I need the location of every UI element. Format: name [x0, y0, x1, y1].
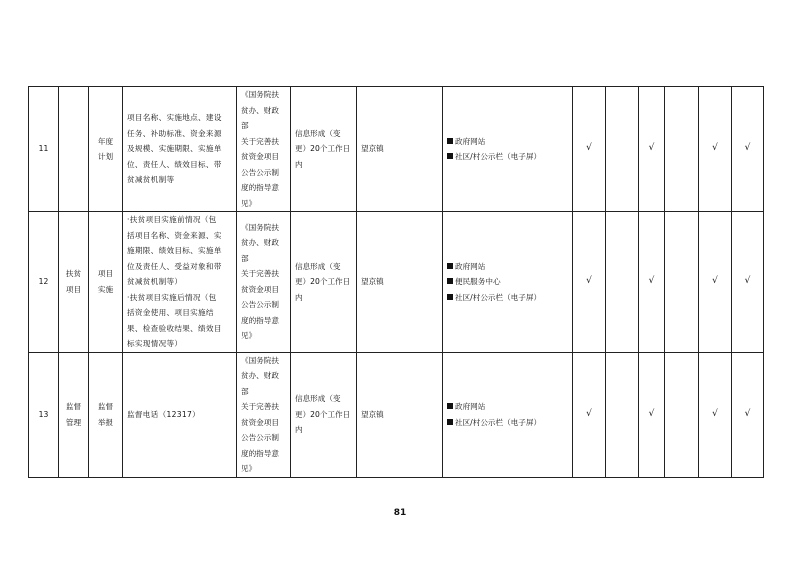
category-text: 实施 [97, 284, 114, 294]
subject-text: 项目 [65, 284, 82, 294]
channel-label: 社区/村公示栏（电子屏） [455, 152, 542, 161]
channel-item [447, 134, 568, 150]
subject-text: 管理 [65, 417, 82, 427]
department-cell: 望京镇 [357, 87, 443, 212]
category-text: 计划 [97, 152, 114, 161]
channel-cell [443, 87, 573, 212]
table-row [29, 212, 764, 353]
check-cell [665, 352, 699, 477]
check-cell: √ [639, 212, 665, 353]
time-limit-cell [291, 212, 357, 353]
channel-label: 政府网站 [455, 136, 486, 146]
content-line: 贫减贫机制等 [127, 175, 175, 185]
time-line: 更）20个工作日 [295, 277, 351, 286]
basis-line: 贫办、财政部 [241, 371, 279, 396]
category-text: 项目 [97, 269, 114, 279]
basis-line: 《国务院扶 [241, 90, 279, 99]
department-cell: 望京镇 [357, 352, 443, 477]
subject-cell [59, 352, 89, 477]
basis-line: 贫资金项目 [241, 152, 279, 161]
content-line: 位及责任人、受益对象和带 [127, 261, 222, 271]
basis-line: 见》 [241, 464, 257, 473]
page-number: 81 [393, 508, 407, 518]
channel-label: 社区/村公示栏（电子屏） [455, 417, 542, 427]
channel-item [447, 274, 568, 290]
check-cell [606, 87, 639, 212]
department-cell: 望京镇 [357, 212, 443, 353]
table-row [29, 87, 764, 212]
basis-line: 贫资金项目 [241, 417, 279, 427]
basis-line: 见》 [241, 331, 257, 341]
basis-line: 关于完善扶 [241, 269, 279, 279]
check-cell: √ [732, 87, 764, 212]
check-cell [606, 352, 639, 477]
basis-line: 度的指导意 [241, 315, 279, 325]
check-cell: √ [573, 87, 606, 212]
square-bullet-icon [447, 153, 453, 159]
time-line: 信息形成（变 [295, 261, 341, 271]
disclosure-table [28, 86, 764, 478]
basis-line: 公告公示制 [241, 167, 279, 177]
basis-line: 度的指导意 [241, 448, 279, 458]
content-line: 贫减贫机制等） [127, 277, 183, 286]
square-bullet-icon [447, 294, 453, 300]
channel-item [447, 259, 568, 275]
time-line: 内 [295, 425, 303, 435]
time-limit-cell [291, 352, 357, 477]
channel-item [447, 415, 568, 431]
basis-cell [237, 352, 291, 477]
row-number: 12 [29, 212, 59, 353]
subject-text: 扶贫 [65, 269, 82, 279]
content-line: 括项目名称、资金来源、实 [127, 230, 222, 240]
square-bullet-icon [447, 263, 453, 269]
content-line: 监督电话（12317） [127, 409, 201, 419]
subject-cell [59, 87, 89, 212]
check-cell: √ [699, 352, 732, 477]
time-line: 内 [295, 292, 303, 302]
basis-line: 关于完善扶 [241, 402, 279, 411]
basis-line: 贫办、财政部 [241, 105, 279, 130]
check-cell [665, 212, 699, 353]
time-line: 信息形成（变 [295, 394, 341, 404]
square-bullet-icon [447, 419, 453, 425]
square-bullet-icon [447, 138, 453, 144]
check-cell: √ [699, 87, 732, 212]
content-line: 项目名称、实施地点、建设 [127, 113, 222, 123]
table-row [29, 352, 764, 477]
content-line: 括资金使用、项目实施结 [127, 308, 214, 317]
time-line: 内 [295, 159, 303, 169]
basis-line: 贫资金项目 [241, 284, 279, 294]
channel-item [447, 399, 568, 415]
check-cell: √ [732, 212, 764, 353]
row-number: 13 [29, 352, 59, 477]
content-line: 标实现情况等） [127, 339, 183, 348]
category-cell [89, 212, 123, 353]
category-text: 举报 [97, 417, 114, 427]
check-cell: √ [639, 87, 665, 212]
time-line: 更）20个工作日 [295, 144, 351, 154]
channel-label: 政府网站 [455, 261, 486, 271]
subject-cell [59, 212, 89, 353]
channel-cell [443, 352, 573, 477]
basis-line: 见》 [241, 198, 257, 208]
time-line: 信息形成（变 [295, 128, 341, 138]
time-line: 更）20个工作日 [295, 409, 351, 419]
check-cell: √ [573, 212, 606, 353]
basis-cell [237, 212, 291, 353]
basis-line: 贫办、财政部 [241, 238, 279, 263]
content-line: 任务、补助标准、资金来源 [127, 128, 222, 138]
basis-cell [237, 87, 291, 212]
content-line: 施期限、绩效目标、实施单 [127, 246, 222, 255]
category-cell [89, 87, 123, 212]
basis-line: 公告公示制 [241, 433, 279, 442]
channel-cell [443, 212, 573, 353]
channel-item [447, 290, 568, 306]
check-cell: √ [573, 352, 606, 477]
check-cell: √ [732, 352, 764, 477]
row-number: 11 [29, 87, 59, 212]
content-line: 位、责任人、绩效目标、带 [127, 159, 222, 169]
check-cell: √ [639, 352, 665, 477]
content-line: 果、检查验收结果、绩效目 [127, 323, 222, 333]
content-line: 及规模、实施期限、实施单 [127, 144, 222, 154]
category-cell [89, 352, 123, 477]
channel-label: 便民服务中心 [455, 277, 501, 286]
category-text: 监督 [97, 402, 114, 411]
check-cell [606, 212, 639, 353]
channel-label: 社区/村公示栏（电子屏） [455, 292, 542, 302]
basis-line: 《国务院扶 [241, 355, 279, 365]
check-cell [665, 87, 699, 212]
content-cell [123, 352, 237, 477]
channel-item [447, 149, 568, 165]
square-bullet-icon [447, 403, 453, 409]
basis-line: 度的指导意 [241, 183, 279, 192]
content-cell [123, 87, 237, 212]
basis-line: 公告公示制 [241, 300, 279, 310]
check-cell: √ [699, 212, 732, 353]
time-limit-cell [291, 87, 357, 212]
square-bullet-icon [447, 278, 453, 284]
channel-label: 政府网站 [455, 402, 486, 411]
content-line: ·扶贫项目实施前情况（包 [127, 215, 217, 224]
content-line: ·扶贫项目实施后情况（包 [127, 292, 217, 302]
basis-line: 《国务院扶 [241, 222, 279, 232]
subject-text: 监督 [65, 402, 82, 411]
category-text: 年度 [97, 136, 114, 146]
basis-line: 关于完善扶 [241, 136, 279, 146]
content-cell [123, 212, 237, 353]
